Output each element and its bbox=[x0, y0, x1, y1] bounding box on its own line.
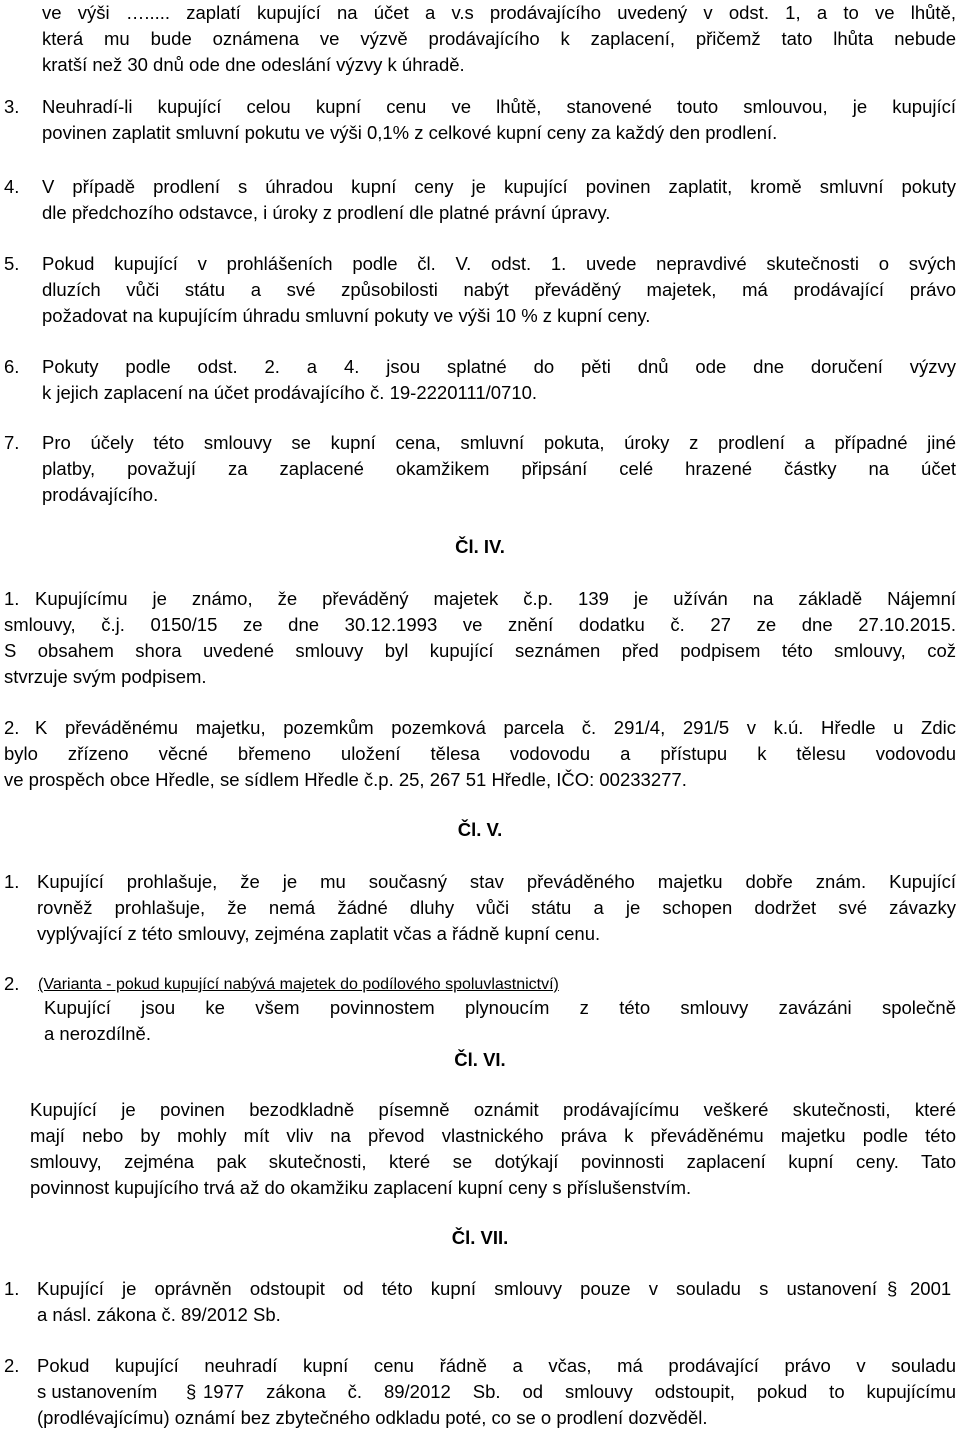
paragraph-number: 2. bbox=[4, 1355, 20, 1376]
paragraph-line: dluzích vůči státu a své způsobilosti nabýt převáděný majetek, má prodávající právo bbox=[42, 279, 956, 300]
paragraph-line: Pro účely této smlouvy se kupní cena, smluvní pokuta, úroky z prodlení a případné jiné bbox=[42, 432, 956, 453]
paragraph-line: prodávajícího. bbox=[42, 484, 159, 505]
paragraph-line: Pokuty podle odst. 2. a 4. jsou splatné do pěti dnů ode dne doručení výzvy bbox=[42, 356, 956, 377]
paragraph-number: 1. bbox=[4, 588, 20, 609]
paragraph-line: mají nebo by mohly mít vliv na převod vlastnického práva k převáděnému majetku podle této bbox=[30, 1125, 956, 1146]
paragraph-line: Pokud kupující neuhradí kupní cenu řádně a včas, má prodávající právo v souladu bbox=[37, 1355, 956, 1376]
paragraph-line: rovněž prohlašuje, že nemá žádné dluhy vůči státu a je schopen dodržet své závazky bbox=[37, 897, 956, 918]
intro-line: kratší než 30 dnů ode dne odeslání výzvy k úhradě. bbox=[42, 54, 465, 75]
intro-line: která mu bude oznámena ve výzvě prodávajícího k zaplacení, přičemž tato lhůta nebude bbox=[42, 28, 956, 49]
paragraph-line: Kupující je povinen bezodkladně písemně oznámit prodávajícímu veškeré skutečnosti, které bbox=[30, 1099, 956, 1120]
paragraph-number: 3. bbox=[4, 96, 20, 117]
paragraph-number: 6. bbox=[4, 356, 20, 377]
paragraph-line: (prodlévajícímu) oznámí bez zbytečného odkladu poté, co se o prodlení dozvěděl. bbox=[37, 1407, 708, 1428]
intro-line: ve výši …..... zaplatí kupující na účet a v.s prodávajícího uvedený v odst. 1, a to ve lhůtě, bbox=[42, 2, 956, 23]
paragraph-line: stvrzuje svým podpisem. bbox=[4, 666, 207, 687]
article-heading: Čl. V. bbox=[457, 819, 503, 840]
paragraph-line: bylo zřízeno věcné břemeno uložení tělesa vodovodu a přístupu k tělesu vodovodu bbox=[4, 743, 956, 764]
paragraph-line: Neuhradí-li kupující celou kupní cenu ve lhůtě, stanovené touto smlouvou, je kupující bbox=[42, 96, 956, 117]
paragraph-line: vyplývající z této smlouvy, zejména zaplatit včas a řádně kupní cenu. bbox=[37, 923, 601, 944]
paragraph-number: 2. bbox=[4, 973, 20, 994]
paragraph-number: 1. bbox=[4, 1278, 20, 1299]
paragraph-line: povinnost kupujícího trvá až do okamžiku zaplacení kupní ceny s příslušenstvím. bbox=[30, 1177, 692, 1198]
paragraph-line: Pokud kupující v prohlášeních podle čl. V. odst. 1. uvede nepravdivé skutečnosti o svých bbox=[42, 253, 956, 274]
paragraph-line: 1977 zákona č. 89/2012 Sb. od smlouvy odstoupit, pokud to kupujícímu bbox=[203, 1381, 956, 1402]
paragraph-line: a nerozdílně. bbox=[44, 1023, 151, 1044]
paragraph-line: Kupující je oprávněn odstoupit od této kupní smlouvy pouze v souladu s ustanovení bbox=[37, 1278, 877, 1299]
paragraph-number: 5. bbox=[4, 253, 20, 274]
paragraph-line: K převáděnému majetku, pozemkům pozemková parcela č. 291/4, 291/5 v k.ú. Hředle u Zdic bbox=[35, 717, 956, 738]
paragraph-line: Kupující jsou ke všem povinnostem plynoucím z této smlouvy zavázáni společně bbox=[44, 997, 956, 1018]
paragraph-line: s ustanovením bbox=[37, 1381, 158, 1402]
paragraph-line: smlouvy, č.j. 0150/15 ze dne 30.12.1993 ve znění dodatku č. 27 ze dne 27.10.2015. bbox=[4, 614, 956, 635]
variant-note: (Varianta - pokud kupující nabývá majetek do podílového spoluvlastnictví) bbox=[38, 976, 559, 993]
paragraph-line: a násl. zákona č. 89/2012 Sb. bbox=[37, 1304, 281, 1325]
paragraph-number: 1. bbox=[4, 871, 20, 892]
paragraph-line: V případě prodlení s úhradou kupní ceny je kupující povinen zaplatit, kromě smluvní pokuty bbox=[42, 176, 956, 197]
section-sign: § bbox=[887, 1278, 898, 1299]
paragraph-line: požadovat na kupujícím úhradu smluvní pokuty ve výši 10 % z kupní ceny. bbox=[42, 305, 651, 326]
paragraph-line: k jejich zaplacení na účet prodávajícího č. 19-2220111/0710. bbox=[42, 382, 538, 403]
paragraph-line: platby, považují za zaplacené okamžikem připsání celé hrazené částky na účet bbox=[42, 458, 956, 479]
paragraph-line: dle předchozího odstavce, i úroky z prodlení dle platné právní úpravy. bbox=[42, 202, 611, 223]
paragraph-number: 7. bbox=[4, 432, 20, 453]
paragraph-line: Kupujícímu je známo, že převáděný majetek č.p. 139 je užíván na základě Nájemní bbox=[35, 588, 956, 609]
paragraph-line: smlouvy, zejména pak skutečnosti, které se dotýkají povinnosti zaplacení kupní ceny. Tato bbox=[30, 1151, 956, 1172]
section-sign: § bbox=[186, 1381, 197, 1402]
paragraph-number: 2. bbox=[4, 717, 20, 738]
article-heading: Čl. VII. bbox=[451, 1227, 509, 1248]
paragraph-line: ve prospěch obce Hředle, se sídlem Hředle č.p. 25, 267 51 Hředle, IČO: 00233277. bbox=[4, 769, 687, 790]
article-heading: Čl. VI. bbox=[454, 1049, 506, 1070]
paragraph-line: Kupující prohlašuje, že je mu současný stav převáděného majetku dobře znám. Kupující bbox=[37, 871, 956, 892]
paragraph-line: S obsahem shora uvedené smlouvy byl kupující seznámen před podpisem této smlouvy, což bbox=[4, 640, 956, 661]
paragraph-line: 2001 bbox=[910, 1278, 952, 1299]
paragraph-number: 4. bbox=[4, 176, 20, 197]
paragraph-line: povinen zaplatit smluvní pokutu ve výši 0,1% z celkové kupní ceny za každý den prodlení. bbox=[42, 122, 778, 143]
article-heading: Čl. IV. bbox=[455, 536, 505, 557]
